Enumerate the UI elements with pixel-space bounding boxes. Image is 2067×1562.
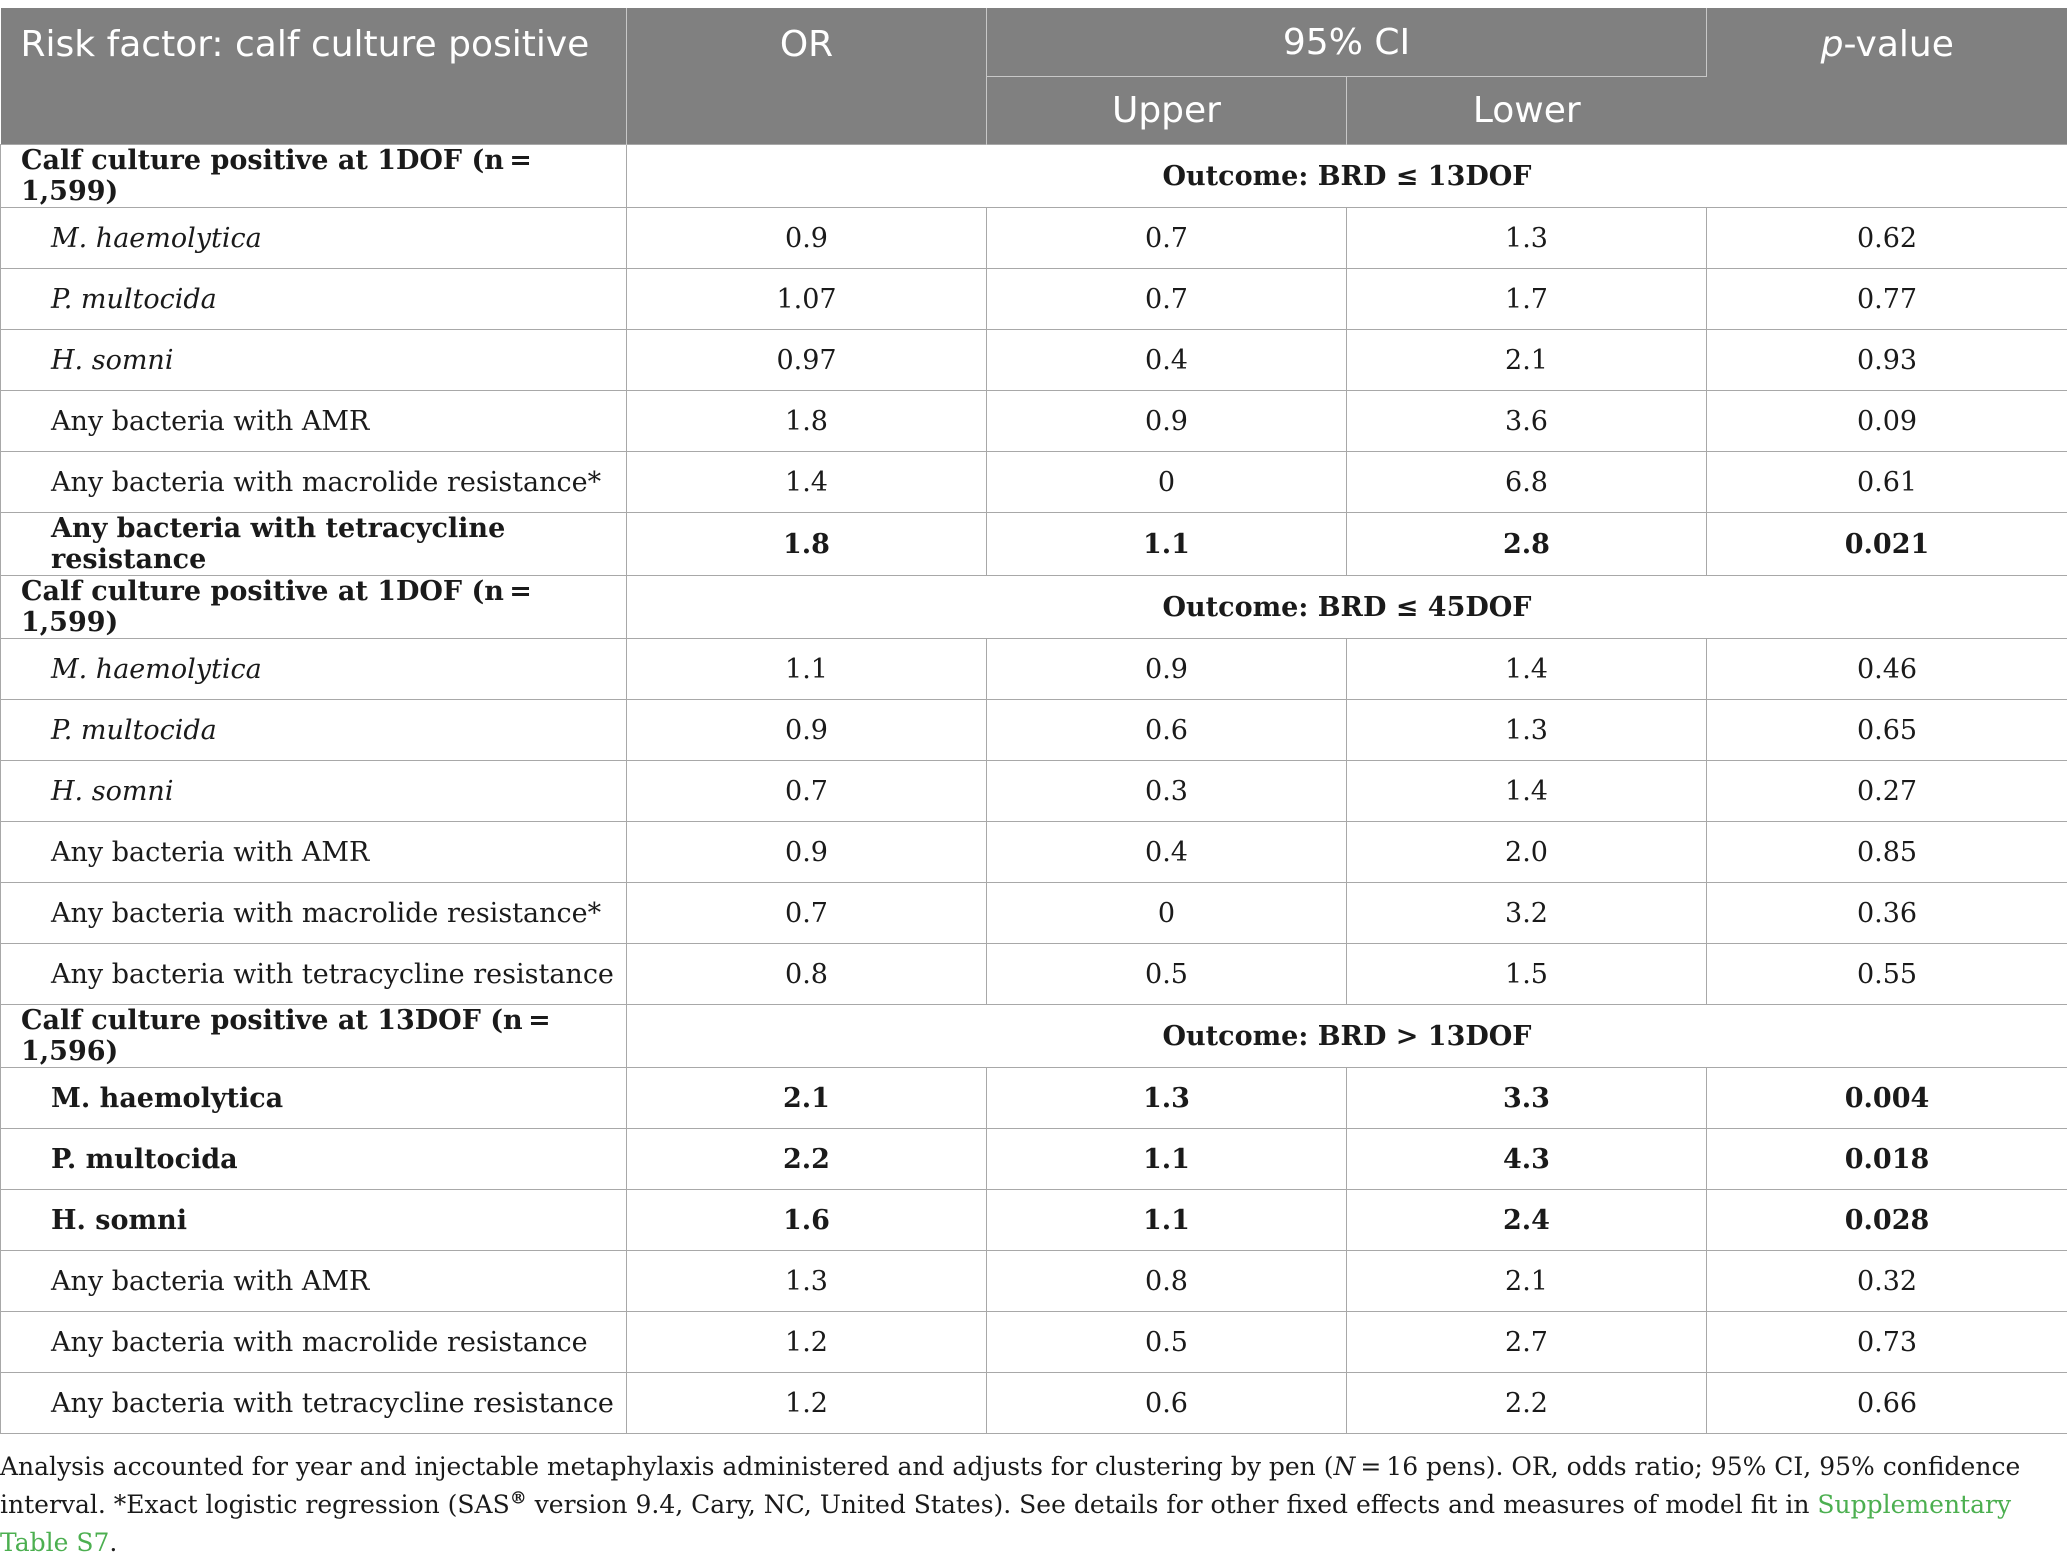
row-label: H. somni	[1, 761, 627, 822]
row-label: Any bacteria with tetracycline resistance	[1, 513, 627, 576]
cell-or: 1.3	[627, 1251, 987, 1312]
section-label: Calf culture positive at 13DOF (n = 1,596)	[1, 1005, 627, 1068]
section-outcome: Outcome: BRD > 13DOF	[627, 1005, 2067, 1068]
row-label: Any bacteria with AMR	[1, 1251, 627, 1312]
cell-upper: 0.9	[987, 391, 1347, 452]
footnote-n-letter: N	[1333, 1452, 1355, 1481]
cell-p-value: 0.09	[1707, 391, 2067, 452]
table-row	[1, 700, 2067, 761]
table-row	[1, 391, 2067, 452]
cell-upper: 0.4	[987, 822, 1347, 883]
cell-lower: 1.3	[1347, 700, 1707, 761]
cell-upper: 0	[987, 452, 1347, 513]
cell-p-value: 0.32	[1707, 1251, 2067, 1312]
cell-p-value: 0.46	[1707, 639, 2067, 700]
table-row	[1, 513, 2067, 576]
supplementary-table-link[interactable]: Supplementary Table S7	[0, 1490, 2011, 1557]
header-95-ci: 95% CI	[987, 8, 1707, 77]
row-label: M. haemolytica	[1, 639, 627, 700]
cell-p-value: 0.018	[1707, 1129, 2067, 1190]
section-label: Calf culture positive at 1DOF (n = 1,599)	[1, 145, 627, 208]
row-label: Any bacteria with macrolide resistance	[1, 1312, 627, 1373]
cell-or: 1.8	[627, 513, 987, 576]
cell-or: 0.8	[627, 944, 987, 1005]
cell-or: 0.97	[627, 330, 987, 391]
cell-upper: 1.3	[987, 1068, 1347, 1129]
cell-upper: 1.1	[987, 1129, 1347, 1190]
cell-upper: 0.5	[987, 1312, 1347, 1373]
cell-p-value: 0.65	[1707, 700, 2067, 761]
table-row	[1, 208, 2067, 269]
header-p-value	[1707, 8, 2067, 145]
cell-lower: 6.8	[1347, 452, 1707, 513]
row-label: P. multocida	[1, 700, 627, 761]
table-row	[1, 639, 2067, 700]
cell-p-value: 0.028	[1707, 1190, 2067, 1251]
cell-upper: 1.1	[987, 513, 1347, 576]
cell-p-value: 0.36	[1707, 883, 2067, 944]
cell-p-value: 0.004	[1707, 1068, 2067, 1129]
cell-upper: 0.6	[987, 1373, 1347, 1434]
row-label: P. multocida	[1, 269, 627, 330]
cell-upper: 0.7	[987, 269, 1347, 330]
cell-upper: 0.9	[987, 639, 1347, 700]
cell-lower: 1.4	[1347, 639, 1707, 700]
cell-lower: 2.1	[1347, 330, 1707, 391]
table-row	[1, 269, 2067, 330]
cell-lower: 1.5	[1347, 944, 1707, 1005]
table-body	[1, 145, 2067, 1434]
cell-or: 1.2	[627, 1312, 987, 1373]
table-row	[1, 1373, 2067, 1434]
cell-upper: 0	[987, 883, 1347, 944]
cell-p-value: 0.66	[1707, 1373, 2067, 1434]
cell-lower: 1.4	[1347, 761, 1707, 822]
table-row	[1, 944, 2067, 1005]
section-row	[1, 145, 2067, 208]
table-row	[1, 822, 2067, 883]
table-row	[1, 452, 2067, 513]
row-label: H. somni	[1, 1190, 627, 1251]
cell-or: 0.7	[627, 761, 987, 822]
cell-lower: 3.3	[1347, 1068, 1707, 1129]
section-row	[1, 1005, 2067, 1068]
header-or: OR	[627, 8, 987, 145]
cell-p-value: 0.85	[1707, 822, 2067, 883]
cell-lower: 3.6	[1347, 391, 1707, 452]
cell-upper: 0.5	[987, 944, 1347, 1005]
cell-or: 1.2	[627, 1373, 987, 1434]
row-label: Any bacteria with macrolide resistance*	[1, 452, 627, 513]
cell-p-value: 0.77	[1707, 269, 2067, 330]
cell-lower: 2.7	[1347, 1312, 1707, 1373]
row-label: Any bacteria with tetracycline resistance	[1, 1373, 627, 1434]
cell-p-value: 0.27	[1707, 761, 2067, 822]
cell-lower: 2.0	[1347, 822, 1707, 883]
table-row	[1, 1068, 2067, 1129]
cell-or: 2.2	[627, 1129, 987, 1190]
cell-or: 1.4	[627, 452, 987, 513]
cell-upper: 0.3	[987, 761, 1347, 822]
row-label: Any bacteria with AMR	[1, 391, 627, 452]
footnote-end: .	[109, 1528, 117, 1557]
cell-or: 0.9	[627, 700, 987, 761]
header-ci-upper: Upper	[987, 77, 1347, 145]
cell-p-value: 0.62	[1707, 208, 2067, 269]
cell-lower: 2.1	[1347, 1251, 1707, 1312]
table-row	[1, 883, 2067, 944]
row-label: Any bacteria with AMR	[1, 822, 627, 883]
row-label: Any bacteria with tetracycline resistance	[1, 944, 627, 1005]
cell-p-value: 0.93	[1707, 330, 2067, 391]
footnote-text-1: Analysis accounted for year and injectable metaphylaxis administered and adjusts for clustering by pen (	[0, 1452, 1333, 1481]
cell-p-value: 0.55	[1707, 944, 2067, 1005]
cell-or: 1.07	[627, 269, 987, 330]
table-header	[1, 8, 2067, 145]
cell-lower: 1.3	[1347, 208, 1707, 269]
table-footnote	[0, 1448, 2050, 1562]
section-row	[1, 576, 2067, 639]
section-outcome: Outcome: BRD ≤ 45DOF	[627, 576, 2067, 639]
cell-or: 1.6	[627, 1190, 987, 1251]
cell-or: 1.8	[627, 391, 987, 452]
cell-upper: 0.6	[987, 700, 1347, 761]
row-label: H. somni	[1, 330, 627, 391]
table-row	[1, 1129, 2067, 1190]
cell-lower: 2.4	[1347, 1190, 1707, 1251]
cell-p-value: 0.73	[1707, 1312, 2067, 1373]
table-row	[1, 1190, 2067, 1251]
row-label: M. haemolytica	[1, 208, 627, 269]
cell-lower: 2.2	[1347, 1373, 1707, 1434]
cell-or: 0.9	[627, 822, 987, 883]
cell-or: 0.9	[627, 208, 987, 269]
cell-upper: 1.1	[987, 1190, 1347, 1251]
cell-p-value: 0.021	[1707, 513, 2067, 576]
header-ci-lower: Lower	[1347, 77, 1707, 145]
table-row	[1, 330, 2067, 391]
cell-or: 1.1	[627, 639, 987, 700]
results-table	[0, 8, 2067, 1434]
cell-upper: 0.8	[987, 1251, 1347, 1312]
cell-lower: 4.3	[1347, 1129, 1707, 1190]
cell-lower: 2.8	[1347, 513, 1707, 576]
section-label: Calf culture positive at 1DOF (n = 1,599)	[1, 576, 627, 639]
registered-mark: ®	[510, 1489, 527, 1509]
row-label: Any bacteria with macrolide resistance*	[1, 883, 627, 944]
footnote-text-3: version 9.4, Cary, NC, United States). See details for other fixed effects and measures of model fit in	[527, 1490, 1818, 1519]
header-p-suffix: -value	[1844, 24, 1954, 65]
cell-or: 2.1	[627, 1068, 987, 1129]
row-label: P. multocida	[1, 1129, 627, 1190]
footnote-text-2: = 16 pens). OR, odds ratio; 95% CI, 95% confidence interval. *Exact logistic regression (SAS	[0, 1452, 2020, 1519]
header-risk-factor: Risk factor: calf culture positive	[1, 8, 627, 145]
cell-upper: 0.7	[987, 208, 1347, 269]
cell-upper: 0.4	[987, 330, 1347, 391]
table-row	[1, 761, 2067, 822]
row-label: M. haemolytica	[1, 1068, 627, 1129]
cell-lower: 3.2	[1347, 883, 1707, 944]
cell-lower: 1.7	[1347, 269, 1707, 330]
cell-p-value: 0.61	[1707, 452, 2067, 513]
section-outcome: Outcome: BRD ≤ 13DOF	[627, 145, 2067, 208]
table-row	[1, 1251, 2067, 1312]
table-row	[1, 1312, 2067, 1373]
cell-or: 0.7	[627, 883, 987, 944]
header-p-letter: p	[1821, 24, 1844, 65]
